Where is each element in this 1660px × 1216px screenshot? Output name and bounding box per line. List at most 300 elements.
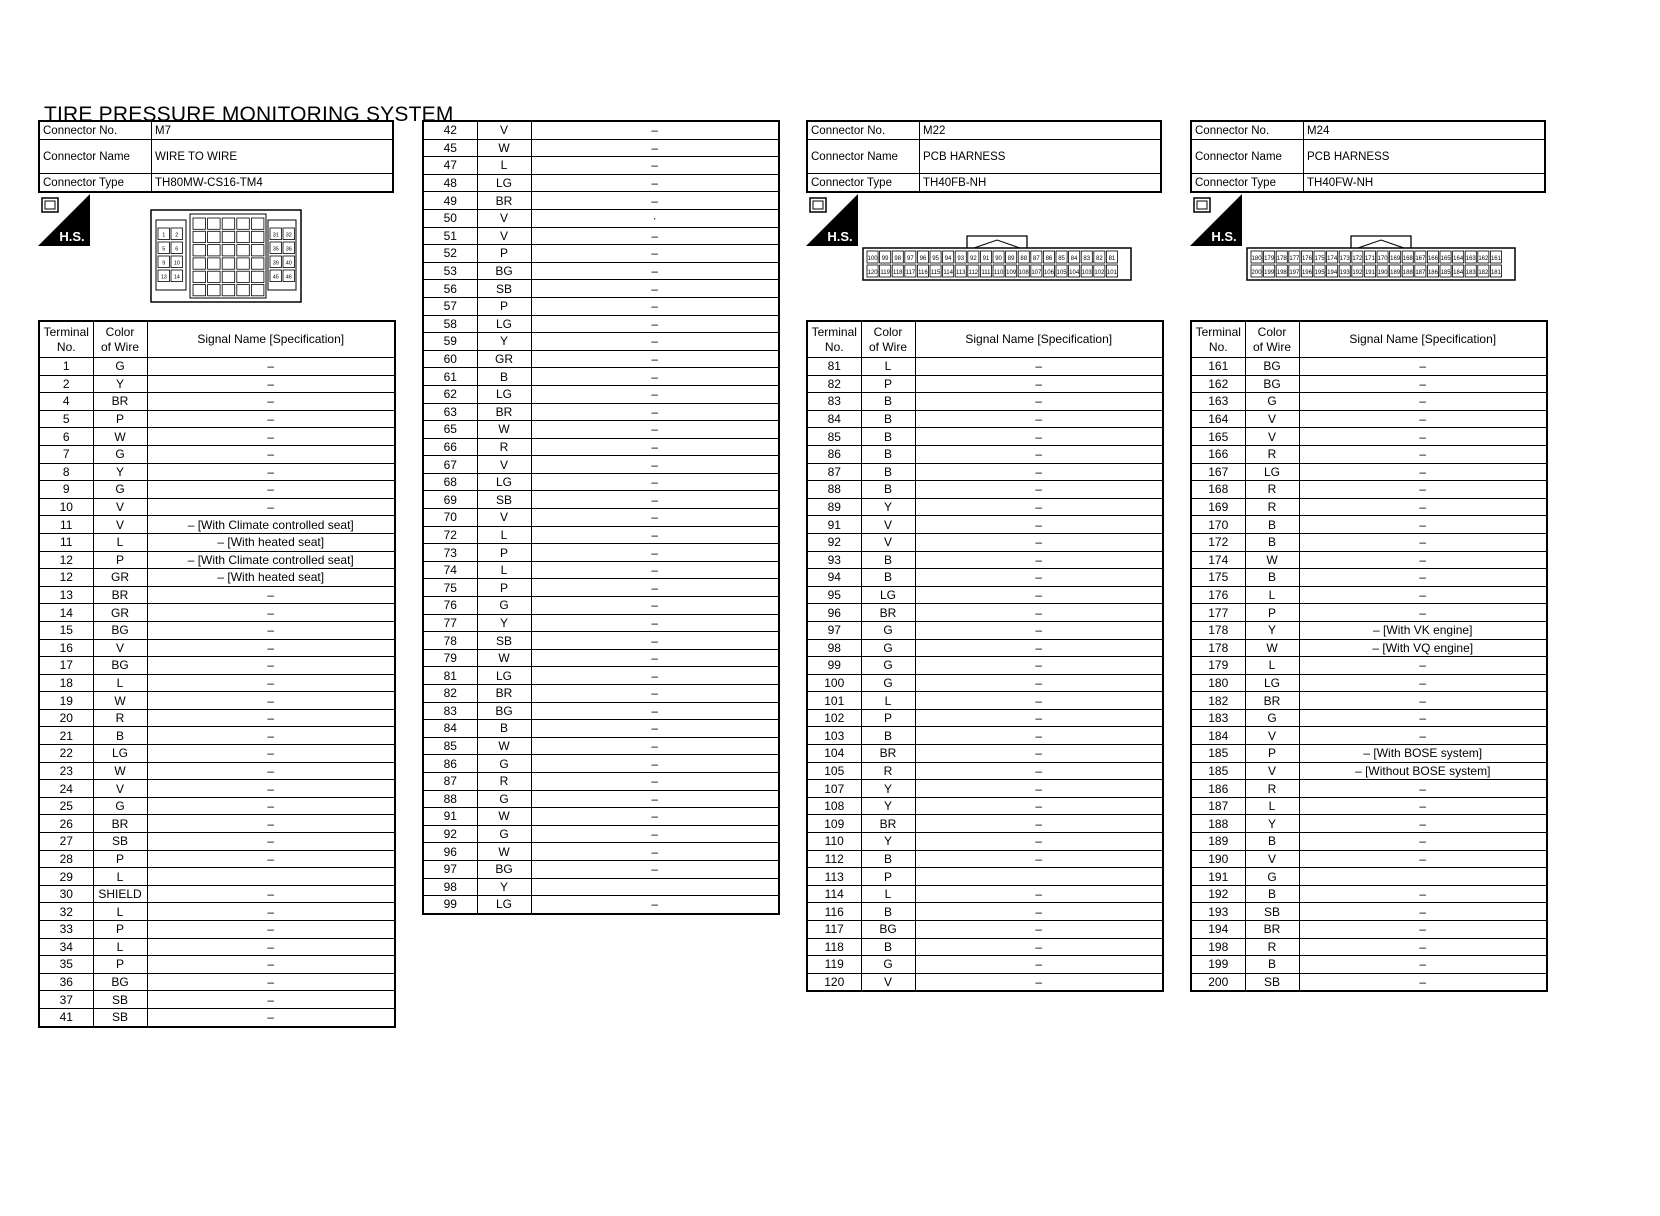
- signal-name: –: [531, 614, 779, 632]
- m22-pin-number: 95: [932, 256, 939, 262]
- terminal-no: 166: [1191, 445, 1245, 463]
- signal-name: –: [915, 956, 1163, 974]
- m7-connector-type: TH80MW-CS16-TM4: [152, 174, 394, 193]
- wire-color: W: [1245, 551, 1299, 569]
- m22-table-row: [807, 727, 1163, 745]
- m7-table-row: [39, 551, 395, 569]
- m22-pin-number: 102: [1094, 270, 1105, 276]
- signal-name: –: [531, 597, 779, 615]
- signal-name: –: [915, 428, 1163, 446]
- m7-connector-no: M7: [152, 121, 394, 140]
- wire-color: V: [477, 227, 531, 245]
- m7-pin-number: 39: [272, 260, 279, 267]
- terminal-no: 183: [1191, 709, 1245, 727]
- m24-pin-number: 161: [1490, 256, 1501, 262]
- wire-color: L: [93, 938, 147, 956]
- terminal-no: 84: [423, 720, 477, 738]
- m22-pin-number: 84: [1070, 256, 1078, 262]
- wire-color: W: [477, 808, 531, 826]
- wire-color: B: [861, 410, 915, 428]
- wire-color: V: [477, 509, 531, 527]
- signal-name: –: [915, 709, 1163, 727]
- signal-name: –: [1299, 445, 1547, 463]
- signal-name: –: [1299, 516, 1547, 534]
- m22-table-row: [807, 481, 1163, 499]
- wire-color: G: [861, 956, 915, 974]
- m7-table-row: [39, 657, 395, 675]
- terminal-no: 168: [1191, 481, 1245, 499]
- m7-table-row: [39, 850, 395, 868]
- m22-table-row: [807, 358, 1163, 376]
- terminal-no: 104: [807, 745, 861, 763]
- signal-name: –: [531, 896, 779, 914]
- signal-name: –: [147, 956, 395, 974]
- signal-name: –: [1299, 463, 1547, 481]
- wire-color: GR: [93, 604, 147, 622]
- terminal-no: 41: [39, 1008, 93, 1026]
- terminal-no: 185: [1191, 745, 1245, 763]
- wire-color: Y: [477, 614, 531, 632]
- terminal-no: 42: [423, 121, 477, 139]
- terminal-no: 117: [807, 921, 861, 939]
- signal-name: –: [147, 604, 395, 622]
- m7-cont-table-row: [423, 790, 779, 808]
- wire-color: V: [861, 516, 915, 534]
- signal-name: –: [915, 973, 1163, 991]
- m22-connector-no-label: Connector No.: [807, 121, 920, 140]
- wire-color: L: [861, 358, 915, 376]
- terminal-no: 70: [423, 509, 477, 527]
- wire-color: L: [477, 561, 531, 579]
- m7-table-row: [39, 410, 395, 428]
- m7-table-row: [39, 481, 395, 499]
- m22-table-row: [807, 657, 1163, 675]
- signal-name: –: [915, 885, 1163, 903]
- wire-color: B: [1245, 516, 1299, 534]
- m7-cont-table-row: [423, 702, 779, 720]
- terminal-no: 112: [807, 850, 861, 868]
- terminal-no: 192: [1191, 885, 1245, 903]
- signal-name: –: [1299, 780, 1547, 798]
- signal-name: –: [531, 808, 779, 826]
- m22-table-row: [807, 516, 1163, 534]
- wire-color: P: [1245, 745, 1299, 763]
- m7-cont-table-row: [423, 139, 779, 157]
- signal-name: –: [531, 438, 779, 456]
- signal-name: –: [531, 667, 779, 685]
- signal-name: –: [531, 843, 779, 861]
- terminal-no: 10: [39, 498, 93, 516]
- m7-table-row: [39, 868, 395, 886]
- wire-color: P: [93, 956, 147, 974]
- signal-name: –: [531, 509, 779, 527]
- page-title: TIRE PRESSURE MONITORING SYSTEM: [44, 103, 454, 126]
- signal-name: –: [531, 649, 779, 667]
- wire-color: BR: [477, 685, 531, 703]
- terminal-no: 37: [39, 991, 93, 1009]
- m7-cont-table-row: [423, 720, 779, 738]
- m7-connector-no-label: Connector No.: [39, 121, 152, 140]
- m7-cont-table-row: [423, 649, 779, 667]
- m7-cont-table-row: [423, 597, 779, 615]
- terminal-no: 14: [39, 604, 93, 622]
- m24-table-row: [1191, 727, 1547, 745]
- m24-table-row: [1191, 375, 1547, 393]
- terminal-no: 184: [1191, 727, 1245, 745]
- m7-table-row: [39, 358, 395, 376]
- m24-table-row: [1191, 674, 1547, 692]
- m7-cont-table-row: [423, 368, 779, 386]
- signal-name: –: [1299, 903, 1547, 921]
- m22-pin-table: [806, 320, 1164, 992]
- m24-pin-number: 197: [1289, 270, 1300, 276]
- harness-side-icon: [38, 194, 90, 246]
- m24-connector-type: TH40FW-NH: [1304, 174, 1546, 193]
- signal-name: –: [915, 498, 1163, 516]
- wire-color: LG: [861, 586, 915, 604]
- signal-name: –: [915, 604, 1163, 622]
- m7-pin-number: 31: [272, 232, 279, 239]
- terminal-no: 167: [1191, 463, 1245, 481]
- m24-pin-number: 196: [1301, 270, 1312, 276]
- terminal-no: 92: [807, 533, 861, 551]
- m7-pin-table-cont-wrapper: [422, 120, 780, 915]
- signal-name: –: [531, 139, 779, 157]
- m24-table-row: [1191, 498, 1547, 516]
- m24-table-row: [1191, 745, 1547, 763]
- wire-color: W: [1245, 639, 1299, 657]
- m7-cont-table-row: [423, 685, 779, 703]
- terminal-no: 45: [423, 139, 477, 157]
- m22-pin-number: 103: [1081, 270, 1092, 276]
- terminal-no: 185: [1191, 762, 1245, 780]
- signal-name: –: [147, 973, 395, 991]
- m24-info-table: [1190, 120, 1546, 193]
- signal-name: –: [915, 745, 1163, 763]
- wire-color: Y: [477, 878, 531, 896]
- wire-color: BR: [1245, 921, 1299, 939]
- m7-pin-number: 46: [285, 274, 292, 281]
- wire-color: V: [1245, 762, 1299, 780]
- signal-name: –: [531, 737, 779, 755]
- m24-table-row: [1191, 657, 1547, 675]
- wire-color: B: [861, 481, 915, 499]
- wire-color: R: [1245, 481, 1299, 499]
- signal-name: –: [1299, 674, 1547, 692]
- wire-color: V: [93, 498, 147, 516]
- m7-connector-name-label: Connector Name: [39, 140, 152, 174]
- m7-table-row: [39, 745, 395, 763]
- m7-pin-number: 14: [173, 274, 180, 281]
- m22-pin-number: 108: [1018, 270, 1029, 276]
- terminal-no: 178: [1191, 621, 1245, 639]
- m22-pin-number: 104: [1069, 270, 1080, 276]
- wire-color: L: [93, 533, 147, 551]
- signal-name: –: [147, 445, 395, 463]
- m7-cont-table-row: [423, 825, 779, 843]
- terminal-no: 30: [39, 885, 93, 903]
- terminal-no: 66: [423, 438, 477, 456]
- terminal-no: 20: [39, 709, 93, 727]
- m7-cont-table-row: [423, 808, 779, 826]
- signal-name: –: [1299, 973, 1547, 991]
- m24-connector-no: M24: [1304, 121, 1546, 140]
- signal-name: –: [147, 393, 395, 411]
- m7-table-row: [39, 973, 395, 991]
- m24-table-row: [1191, 393, 1547, 411]
- m7-cont-table-row: [423, 526, 779, 544]
- terminal-no: 51: [423, 227, 477, 245]
- m7-table-row: [39, 780, 395, 798]
- terminal-no: 49: [423, 192, 477, 210]
- m7-table-row: [39, 938, 395, 956]
- terminal-no: 67: [423, 456, 477, 474]
- wire-color: BR: [477, 192, 531, 210]
- wire-color: W: [93, 762, 147, 780]
- terminal-no: 178: [1191, 639, 1245, 657]
- m22-table-row: [807, 938, 1163, 956]
- m24-pin-number: 183: [1465, 270, 1476, 276]
- wire-color: L: [93, 868, 147, 886]
- wire-color: SB: [93, 1008, 147, 1026]
- signal-name: –: [915, 692, 1163, 710]
- signal-name: – [With VK engine]: [1299, 621, 1547, 639]
- terminal-no: 100: [807, 674, 861, 692]
- terminal-no: 52: [423, 245, 477, 263]
- wire-color: GR: [477, 350, 531, 368]
- m22-table-row: [807, 569, 1163, 587]
- wire-color: L: [861, 692, 915, 710]
- m7-cont-table-row: [423, 403, 779, 421]
- terminal-no: 86: [423, 755, 477, 773]
- wire-color: SB: [93, 833, 147, 851]
- terminal-no: 172: [1191, 533, 1245, 551]
- terminal-no: 28: [39, 850, 93, 868]
- signal-name: [531, 878, 779, 896]
- terminal-no: 96: [423, 843, 477, 861]
- m7-table-row: [39, 815, 395, 833]
- wire-color: B: [1245, 833, 1299, 851]
- m24-pin-number: 162: [1478, 256, 1489, 262]
- wire-color: B: [861, 551, 915, 569]
- wire-color: SB: [477, 280, 531, 298]
- m7-table-row: [39, 692, 395, 710]
- wire-color: B: [477, 720, 531, 738]
- signal-name: –: [1299, 604, 1547, 622]
- terminal-no: 69: [423, 491, 477, 509]
- terminal-no: 187: [1191, 797, 1245, 815]
- m22-table-row: [807, 621, 1163, 639]
- terminal-no: 13: [39, 586, 93, 604]
- m24-table-row: [1191, 903, 1547, 921]
- terminal-no: 53: [423, 262, 477, 280]
- wire-color: R: [861, 762, 915, 780]
- m7-table-row: [39, 797, 395, 815]
- wire-color: G: [93, 481, 147, 499]
- wire-color: W: [477, 649, 531, 667]
- signal-name: [147, 868, 395, 886]
- wire-color: B: [861, 903, 915, 921]
- signal-name: –: [147, 780, 395, 798]
- signal-name: –: [531, 632, 779, 650]
- m22-pin-number: 93: [957, 256, 965, 262]
- terminal-no: 25: [39, 797, 93, 815]
- signal-name: –: [915, 569, 1163, 587]
- wire-color: P: [861, 709, 915, 727]
- signal-name: –: [1299, 586, 1547, 604]
- m24-pin-number: 184: [1453, 270, 1464, 276]
- signal-name: –: [915, 393, 1163, 411]
- connector-m22: [806, 120, 1162, 193]
- signal-name: –: [531, 192, 779, 210]
- m7-table-row: [39, 885, 395, 903]
- terminal-no: 86: [807, 445, 861, 463]
- m24-pin-number: 167: [1415, 256, 1426, 262]
- terminal-no: 99: [807, 657, 861, 675]
- m7-pin-number: 9: [162, 260, 166, 267]
- terminal-no: 101: [807, 692, 861, 710]
- m7-table-row: [39, 921, 395, 939]
- m22-info-table: [806, 120, 1162, 193]
- m24-pin-number: 166: [1427, 256, 1438, 262]
- signal-name: –: [915, 586, 1163, 604]
- terminal-no: 6: [39, 428, 93, 446]
- terminal-no: 85: [807, 428, 861, 446]
- signal-name: –: [531, 421, 779, 439]
- wire-color: B: [477, 368, 531, 386]
- terminal-no: 174: [1191, 551, 1245, 569]
- m7-table-row: [39, 991, 395, 1009]
- signal-name: –: [531, 297, 779, 315]
- wire-color: L: [1245, 797, 1299, 815]
- m24-table-row: [1191, 551, 1547, 569]
- m22-pin-number: 117: [905, 270, 916, 276]
- m24-pin-table: [1190, 320, 1548, 992]
- signal-name: –: [1299, 498, 1547, 516]
- signal-name: –: [531, 385, 779, 403]
- wire-color: P: [477, 245, 531, 263]
- terminal-no: 21: [39, 727, 93, 745]
- m24-pin-number: 195: [1314, 270, 1325, 276]
- signal-name: –: [531, 790, 779, 808]
- terminal-no: 83: [807, 393, 861, 411]
- wire-color: R: [477, 438, 531, 456]
- m7-table-row: [39, 569, 395, 587]
- m22-pin-number: 118: [892, 270, 903, 276]
- signal-name: –: [147, 375, 395, 393]
- wire-color: W: [93, 428, 147, 446]
- m7-cont-table-row: [423, 121, 779, 139]
- m24-pin-number: 198: [1276, 270, 1287, 276]
- signal-name: –: [915, 850, 1163, 868]
- m24-pin-number: 178: [1276, 256, 1287, 262]
- wire-color: G: [477, 755, 531, 773]
- signal-name: –: [531, 227, 779, 245]
- wire-color: LG: [477, 473, 531, 491]
- m24-pin-number: 177: [1289, 256, 1300, 262]
- m7-info-table: [38, 120, 394, 193]
- m24-table-row: [1191, 586, 1547, 604]
- terminal-no: 175: [1191, 569, 1245, 587]
- m24-pin-number: 181: [1490, 270, 1501, 276]
- signal-name: – [With Climate controlled seat]: [147, 551, 395, 569]
- m24-table-row: [1191, 921, 1547, 939]
- wire-color: G: [477, 825, 531, 843]
- m7-table-row: [39, 586, 395, 604]
- m24-table-row: [1191, 797, 1547, 815]
- terminal-no: 165: [1191, 428, 1245, 446]
- terminal-no: 87: [423, 772, 477, 790]
- terminal-no: 9: [39, 481, 93, 499]
- wire-color: SB: [477, 491, 531, 509]
- m24-connector-name: PCB HARNESS: [1304, 140, 1546, 174]
- wire-color: R: [1245, 498, 1299, 516]
- m22-pin-number: 120: [867, 270, 878, 276]
- signal-name: – [With Climate controlled seat]: [147, 516, 395, 534]
- m7-connector-name: WIRE TO WIRE: [152, 140, 394, 174]
- terminal-no: 180: [1191, 674, 1245, 692]
- m22-table-row: [807, 463, 1163, 481]
- wire-color: P: [477, 297, 531, 315]
- terminal-no: 47: [423, 157, 477, 175]
- terminal-no: 78: [423, 632, 477, 650]
- m24-table-row: [1191, 533, 1547, 551]
- m22-pin-number: 115: [930, 270, 941, 276]
- terminal-no: 82: [423, 685, 477, 703]
- wire-color: L: [1245, 657, 1299, 675]
- terminal-no: 97: [807, 621, 861, 639]
- m22-table-row: [807, 745, 1163, 763]
- signal-name: –: [531, 157, 779, 175]
- terminal-no: 36: [39, 973, 93, 991]
- terminal-no: 109: [807, 815, 861, 833]
- m22-pin-number: 92: [970, 256, 977, 262]
- terminal-no: 199: [1191, 956, 1245, 974]
- terminal-no: 97: [423, 860, 477, 878]
- signal-name: –: [531, 561, 779, 579]
- hs-label: H.S.: [59, 229, 85, 244]
- m7-pin-number: 10: [173, 260, 180, 267]
- m7-cont-table-row: [423, 350, 779, 368]
- terminal-no: 61: [423, 368, 477, 386]
- signal-name: –: [531, 491, 779, 509]
- m24-pin-number: 176: [1301, 256, 1312, 262]
- wire-color: W: [477, 421, 531, 439]
- wire-color: B: [861, 569, 915, 587]
- m7-table-row: [39, 533, 395, 551]
- wire-color: LG: [93, 745, 147, 763]
- terminal-no: 8: [39, 463, 93, 481]
- m22-table-row: [807, 815, 1163, 833]
- signal-name: –: [915, 657, 1163, 675]
- signal-name: –: [147, 815, 395, 833]
- terminal-no: 84: [807, 410, 861, 428]
- signal-name: –: [147, 885, 395, 903]
- m24-table-row: [1191, 956, 1547, 974]
- m22-connector-diagram: [862, 234, 1132, 282]
- signal-name: –: [147, 762, 395, 780]
- terminal-no: 164: [1191, 410, 1245, 428]
- m7-cont-table-row: [423, 438, 779, 456]
- signal-name: –: [915, 815, 1163, 833]
- wire-color: BG: [477, 860, 531, 878]
- signal-name: –: [531, 121, 779, 139]
- m24-pin-number: 163: [1465, 256, 1476, 262]
- m24-table-row: [1191, 445, 1547, 463]
- signal-name: –: [147, 639, 395, 657]
- terminal-no: 63: [423, 403, 477, 421]
- m7-terminal-header: Terminal No.: [39, 321, 93, 358]
